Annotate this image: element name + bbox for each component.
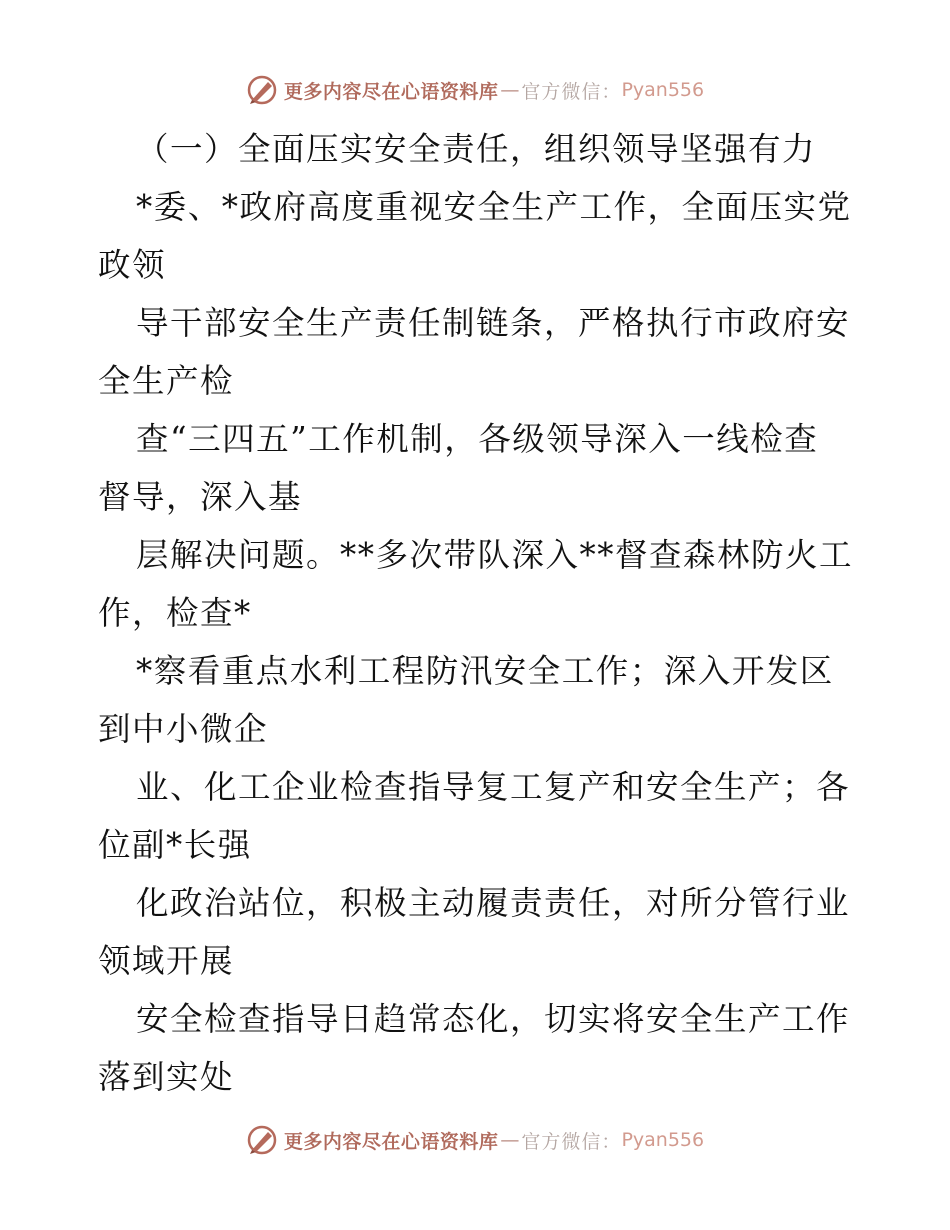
watermark-dash: —: [500, 79, 520, 101]
watermark-account: Pyan556: [621, 1129, 705, 1151]
watermark-banner-bottom: [0, 1120, 950, 1160]
text-line: *委、*政府高度重视安全生产工作，全面压实党: [136, 188, 852, 226]
document-body: [98, 120, 858, 1106]
text-line: 督导，深入基: [98, 478, 303, 516]
pen-logo-icon: [246, 1124, 278, 1156]
text-line: 化政治站位，积极主动履责责任，对所分管行业: [136, 884, 851, 922]
watermark-account: Pyan556: [621, 79, 705, 101]
watermark-wechat-label: 官方微信：: [521, 80, 622, 103]
text-line: 政领: [98, 246, 167, 284]
watermark-brand: 更多内容尽在心语资料库: [283, 1130, 499, 1153]
watermark-banner-top: [0, 70, 950, 110]
text-line: 导干部安全生产责任制链条，严格执行市政府安: [136, 304, 851, 342]
text-line: （一）全面压实安全责任，组织领导坚强有力: [136, 130, 817, 168]
pen-logo-icon: [246, 74, 278, 106]
text-line: *察看重点水利工程防汛安全工作；深入开发区: [136, 652, 834, 690]
watermark-wechat-label: 官方微信：: [521, 1130, 622, 1153]
text-line: 层解决问题。**多次带队深入**督查森林防火工: [136, 536, 854, 574]
text-line: 安全检查指导日趋常态化，切实将安全生产工作: [136, 1000, 851, 1038]
watermark-brand: 更多内容尽在心语资料库: [283, 80, 499, 103]
text-line: 作，检查*: [98, 594, 252, 632]
text-line: 查“三四五”工作机制，各级领导深入一线检查: [136, 420, 819, 458]
text-line: 全生产检: [98, 362, 235, 400]
text-line: 到中小微企: [98, 710, 269, 748]
text-line: 业、化工企业检查指导复工复产和安全生产；各: [136, 768, 851, 806]
watermark-dash: —: [500, 1129, 520, 1151]
text-line: 落到实处: [98, 1058, 235, 1096]
text-line: 位副*长强: [98, 826, 252, 864]
text-line: 领域开展: [98, 942, 235, 980]
